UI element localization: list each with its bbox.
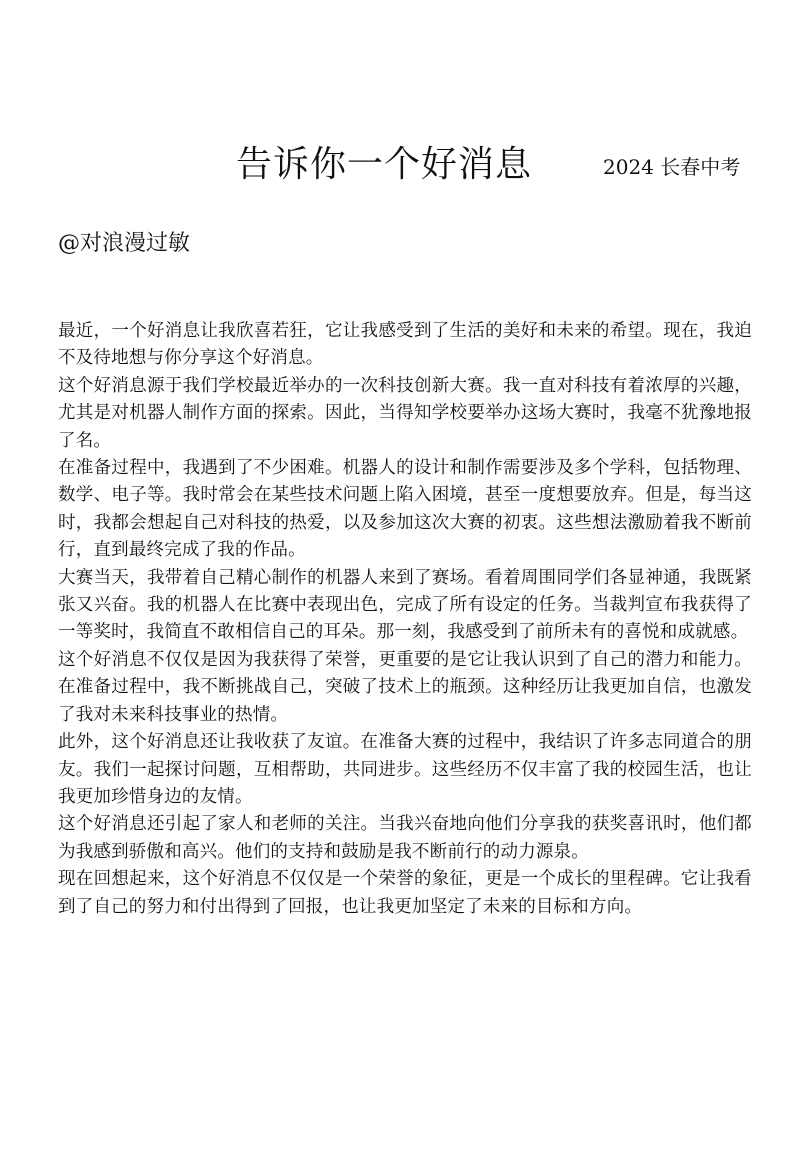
essay-body <box>58 318 752 921</box>
paragraph: 现在回想起来，这个好消息不仅仅是一个荣誉的象征，更是一个成长的里程碑。它让我看到了自己的努力和付出得到了回报，也让我更加坚定了未来的目标和方向。 <box>58 869 752 917</box>
paragraph: 这个好消息不仅仅是因为我获得了荣誉，更重要的是它让我认识到了自己的潜力和能力。在准备过程中，我不断挑战自己，突破了技术上的瓶颈。这种经历让我更加自信，也激发了我对未来科技事业的热情。 <box>58 649 752 725</box>
essay-title: 告诉你一个好消息 <box>236 144 533 185</box>
title-row <box>0 140 800 190</box>
paragraph: 最近，一个好消息让我欣喜若狂，它让我感受到了生活的美好和未来的希望。现在，我迫不及待地想与你分享这个好消息。 <box>58 321 752 369</box>
paragraph: 这个好消息还引起了家人和老师的关注。当我兴奋地向他们分享我的获奖喜讯时，他们都为我感到骄傲和高兴。他们的支持和鼓励是我不断前行的动力源泉。 <box>58 814 752 862</box>
paragraph: 此外，这个好消息还让我收获了友谊。在准备大赛的过程中，我结识了许多志同道合的朋友。我们一起探讨问题，互相帮助，共同进步。这些经历不仅丰富了我的校园生活，也让我更加珍惜身边的友情。 <box>58 732 752 807</box>
paragraph: 这个好消息源于我们学校最近举办的一次科技创新大赛。我一直对科技有着浓厚的兴趣，尤其是对机器人制作方面的探索。因此，当得知学校要举办这场大赛时，我毫不犹豫地报了名。 <box>58 375 752 451</box>
exam-label: 2024 长春中考 <box>603 155 741 179</box>
paragraph: 在准备过程中，我遇到了不少困难。机器人的设计和制作需要涉及多个学科，包括物理、数学、电子等。我时常会在某些技术问题上陷入困境，甚至一度想要放弃。但是，每当这时，我都会想起自己对科技的热爱，以及参加这次大赛的初衷。这些想法激励着我不断前行，直到最终完成了我的作品。 <box>58 458 752 561</box>
author-handle: @对浪漫过敏 <box>58 231 191 256</box>
paragraph: 大赛当天，我带着自己精心制作的机器人来到了赛场。看着周围同学们各显神通，我既紧张又兴奋。我的机器人在比赛中表现出色，完成了所有设定的任务。当裁判宣布我获得了一等奖时，我简直不敢相信自己的耳朵。那一刻，我感受到了前所未有的喜悦和成就感。 <box>58 567 752 643</box>
